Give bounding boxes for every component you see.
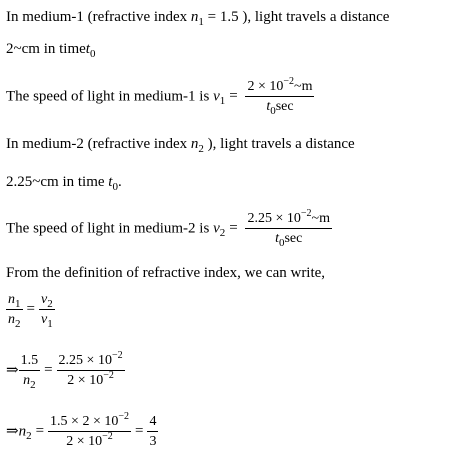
numerator (245, 208, 332, 226)
fraction-calc (48, 411, 131, 449)
sub: 0 (278, 237, 285, 249)
period: . (117, 174, 122, 190)
line-medium1-time (6, 41, 96, 60)
numerator (39, 292, 55, 310)
var-v: v (213, 88, 220, 105)
text: = 1.5 ), light travels a distance (203, 9, 390, 25)
var-n: n (190, 9, 199, 25)
line-speed-medium2 (6, 208, 332, 249)
sub: 1 (198, 16, 204, 28)
var-n: n (8, 292, 15, 307)
sub: 0 (112, 181, 118, 193)
equals: = (44, 362, 53, 379)
var-v: v (40, 292, 48, 307)
equals: = (26, 301, 35, 318)
equals: = (229, 220, 238, 237)
fraction-bar (57, 370, 125, 371)
fraction-v2 (245, 208, 332, 249)
equals: = (35, 423, 45, 440)
text: In medium-1 (refractive index (6, 9, 191, 25)
denominator (39, 312, 55, 330)
sub: 0 (89, 48, 96, 60)
num-part: 1.5 × 2 × 10 (50, 414, 119, 429)
exp: −2 (111, 350, 123, 361)
equation-result (6, 411, 158, 449)
num-part: 1.5 (20, 353, 39, 368)
sub: 0 (270, 105, 276, 117)
equation-ratio (6, 292, 55, 330)
denominator (19, 373, 41, 391)
fraction-v1 (245, 76, 314, 117)
unit: sec (275, 99, 294, 114)
fraction-1-5-n2 (19, 353, 41, 391)
text: The speed of light in medium-1 is (6, 88, 214, 105)
numerator (6, 292, 23, 310)
sub: 2 (47, 298, 53, 310)
sub: 1 (15, 298, 21, 310)
sub: 1 (47, 318, 53, 330)
denominator (48, 431, 131, 449)
den-part: 2 × 10 (66, 434, 103, 449)
exp: −2 (102, 431, 113, 442)
var-t: t (85, 41, 90, 57)
text: ), light travels a distance (203, 136, 355, 152)
var-t: t (266, 99, 271, 114)
den-part: 3 (149, 434, 157, 449)
sub: 2 (30, 379, 36, 391)
unit: ~m (294, 79, 313, 94)
var-n: n (190, 136, 199, 152)
denominator (245, 231, 332, 249)
equals: = (134, 423, 144, 440)
den-part: 2 × 10 (67, 373, 104, 388)
text: 2~cm in time (6, 41, 86, 57)
exp: −2 (300, 208, 312, 219)
denominator (147, 435, 158, 449)
var-v: v (213, 220, 220, 237)
numerator (57, 350, 125, 368)
sub: 2 (219, 227, 226, 240)
var-n: n (18, 423, 27, 440)
text: 2.25~cm in time (6, 174, 109, 190)
line-medium1-intro (6, 9, 390, 28)
numerator (245, 76, 314, 94)
text: The speed of light in medium-2 is (6, 220, 214, 237)
fraction-v2-v1 (39, 292, 55, 330)
fraction-bar (245, 228, 332, 229)
line-definition (6, 266, 325, 281)
sub: 2 (15, 318, 21, 330)
fraction-bar (245, 96, 314, 97)
fraction-bar (147, 431, 158, 432)
num-part: 2.25 × 10 (247, 211, 301, 226)
line-medium2-time (6, 174, 122, 193)
fraction-bar (48, 431, 131, 432)
numerator (48, 411, 131, 429)
exp: −2 (118, 411, 129, 422)
fraction-result (147, 415, 158, 449)
sub: 2 (26, 430, 32, 443)
numerator (19, 354, 41, 368)
equals: = (229, 88, 238, 105)
denominator (245, 99, 314, 117)
denominator (6, 312, 23, 330)
implies-arrow: ⇒ (6, 362, 19, 379)
var-t: t (275, 231, 279, 246)
exp: −2 (283, 76, 294, 87)
var-n: n (23, 373, 31, 388)
num-part: 4 (149, 414, 157, 429)
sub: 2 (198, 143, 204, 155)
text: From the definition of refractive index, we can write, (6, 265, 326, 281)
implies-arrow: ⇒ (6, 423, 19, 440)
denominator (57, 370, 125, 388)
numerator (147, 415, 158, 429)
var-n: n (8, 312, 15, 327)
line-medium2-intro (6, 136, 355, 155)
fraction-n1-n2 (6, 292, 23, 330)
fraction-values (57, 350, 125, 388)
equation-substitution (6, 350, 125, 391)
unit: ~m (311, 211, 330, 226)
var-t: t (108, 174, 113, 190)
var-v: v (40, 312, 48, 327)
sub: 1 (219, 95, 226, 108)
unit: sec (284, 231, 303, 246)
num-part: 2 × 10 (247, 79, 284, 94)
fraction-bar (19, 370, 41, 371)
num-part: 2.25 × 10 (58, 353, 112, 368)
text: In medium-2 (refractive index (6, 136, 191, 152)
line-speed-medium1 (6, 76, 314, 117)
exp: −2 (103, 370, 114, 381)
